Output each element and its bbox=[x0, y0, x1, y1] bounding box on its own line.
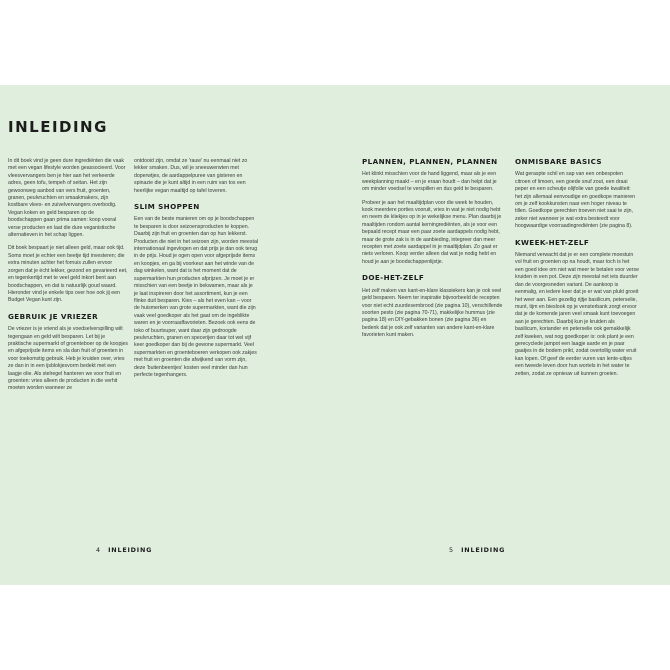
section-heading-gebruik-je-vriezer: GEBRUIK JE VRIEZER bbox=[8, 311, 99, 321]
page-number: 4 bbox=[96, 546, 101, 554]
paragraph: De vriezer is je vriend als je voedselverspilling wilt tegengaan en geld wilt besparen. Let bij je praktische supermarkt of groenteboer op de koopjes en afgeprijsde items en sla dan fruit of groenten in voor toekomstig gebruik. Heb je kruiden over, vries ze dan in in een ijsblokjesvorm bedekt met een laagje olie. Als stelregel hanteren we voor fruit en groenten: vries alleen de producten in die verhit moeten worden wanneer ze bbox=[8, 326, 128, 392]
text-column-3 bbox=[362, 158, 504, 346]
section-heading-slim-shoppen: SLIM SHOPPEN bbox=[134, 202, 200, 212]
paragraph: Probeer je aan het maaltijdplan voor die week te houden, kook meerdere porties vooruit, vries in wat je niet nodig hebt en neem de kliekjes op in je wekelijkse menu. Plan daarbij je maaltijden rondom aantal kerningrediënten, als je voor een bepaald recept maar een paar zoete aardappels nodig hebt, maar de grote zak is in de aanbieding, integreer dan meer recepten met zoete aardappel in je maaltijdplan. Zo gaat er niets verloren. Koop verder alleen dat wat je nodig hebt en houd je aan je boodschappenlijstje. bbox=[362, 199, 502, 265]
running-footer-label: INLEIDING bbox=[461, 546, 506, 554]
section-heading-kweek-het-zelf: KWEEK-HET-ZELF bbox=[515, 237, 590, 247]
paragraph: Dit boek bespaart je niet alleen geld, maar ook tijd. Soms moet je echter een beetje tijd investeren; die extra minuten achter het fornuis zullen ervoor zorgen dat je écht lekker, gezond en gevarieerd eet, en tegenkertijd met te veel geld inkort bent aan boodschappen, en dat is natuurlijk goud waard. Hieronder vind je enkele tips over hoe ook jij een Budget Vegan kunt zijn. bbox=[8, 245, 128, 304]
text-column-2 bbox=[134, 158, 258, 385]
paragraph: Niemand verwacht dat je er een complete moestuin vol fruit en groenten op na houdt, maar toch is het een goed idee om niet wat meer te betalen voor verse kruiden in een pot. Deze zijn meestal net iets duurder dan de voorgesneden variant. De aankoop is eenmalig, en iedere keer dat je er wat van plukt groeit het weer aan. Een gezellig rijtje basilicum, peterselie, munt, tijm en bieslook op je vensterbank zorgt ervoor dat je de komende jaren veel smaak kunt toevoegen aan je gerechten. Daarbij kun je kruiden als basilicum, koriander en peterselie ook gemakkelijk zelf kweken, wat nog goedkoper is: ook plant je een gerecyclede jampot een laagje aarde en je paar gaatjes in de bodem prikt, zodat overtollig water eruit kan lopen. Of geef de eerder vuren van lente-uitjes een tweede leven door hun wortels in het water te zetten, zodat ze opnieuw uit kunnen groeien. bbox=[515, 252, 639, 377]
paragraph: Het klinkt misschien voor de hand liggend, maar als je een weekplanning maakt – en je eraan houdt – dan helpt dat je om minder voedsel te verspillen en dus geld te besparen. bbox=[362, 171, 497, 193]
paragraph: In dit boek vind je geen dure ingrediënten die vaak met een vegan lifestyle worden geassocieerd. Voor vleesvervangers ben je hier aan het verkeerde adres, geen tofu, tempeh of seitan. Het zijn gewoonweg aanbod van vers fruit, groenten, granen, peulvruchten en smaakmakers, zijn kostbare vlees- en zuivelvervangers overbodig. Vegan koken en geld besparen op de boodschappen gaan prima samen: koop vooral verse producten en laat die dure veganistische alternatieven in het schap liggen. bbox=[8, 158, 126, 239]
paragraph: Het zelf maken van kant-en-klare klassiekers kan je ook veel geld besparen. Neem ter inspiratie bijvoorbeeld de recepten voor niet echt zuurdesembrood (zie pagina 10), verschillende soorten pesto (zie pagina 70-71), makkelijke hummus (zie pagina 18) en DIY-gebakken bonen (zie pagina 36) en bedenk dat je ook zelf varianten van andere kant-en-klare favorieten kunt maken. bbox=[362, 287, 503, 339]
text-column-4 bbox=[515, 158, 639, 384]
paragraph: Een van de beste manieren om op je boodschappen te besparen is door seizoensproducten te koppen. Daarbij zijn fruit en groenten dan op hun lekkerst. Producten die niet in het seizoen zijn, worden meestal internationaal ingevlogen en dat prijs je dan ook terug in de prijs. Houd je ogen open voor afgeprijsde items en koopjes, en ga bij voorkeur aan het winde van de dag winkelen, want dat is het moment dat de supermarkten hun producten afprijzen. Je moet je er misschien van een beetje in bekwamen, maar als je je laat inspireren door het assortiment, kun je een flinke duit besparen. Kies – als het even kan – voor de huismerken van grote supermarkten, want die zijn vaak veel goedkoper als het gaat om de ingeblikte waren en je voorraadfavorieten. Bezoek ook eens de toko of buurtsuper, want daar zijn gedroogde peulvruchten, granen en specerijen daar tot wel vijf keer goedkoper dan bij de gewone supermarkt. Veel supermarkten en groenteboeren verkopen ook zakjes met fruit en groenten die afwijkend van vorm zijn, deze 'buitenbeentjes' kosten veel minder dan hun perfecte tegenhangers. bbox=[134, 216, 258, 378]
section-heading-doe-het-zelf: DOE-HET-ZELF bbox=[362, 273, 425, 283]
page-title: INLEIDING bbox=[8, 118, 108, 136]
paragraph: ontdooid zijn, omdat ze 'rauw' nu eenmaal niet zo lekker smaken. Dus, wil je sneeuwerwten met doperwtjes, de aardappelpuree van gisteren en spinazie die je kunt altijd in een ruim van tos een heerlijke vegan maaltijd op tafel toveren. bbox=[134, 158, 248, 194]
section-heading-onmisbare-basics: ONMISBARE BASICS bbox=[515, 157, 602, 166]
paragraph: Wat geraspte schil en sap van een onbespoten citroen of limoen, een goede snuf zout, een draai peper en een scheutje olijfolie van goede kwaliteit: het zijn allemaal eenvoudige en goedkope manieren om je zelf kookkunsten naar een hoger niveau te tillen. Goedkope gerechten troeven niet saai te zijn, zeker niet wanneer je wat extra besteedt voor hoogwaardige voorraadingrediënten (zie pagina 8). bbox=[515, 171, 635, 230]
section-heading-plannen: PLANNEN, PLANNEN, PLANNEN bbox=[362, 157, 498, 166]
page-number: 5 bbox=[449, 546, 454, 554]
running-footer-label: INLEIDING bbox=[108, 546, 153, 554]
text-column-1 bbox=[8, 158, 128, 399]
page-footer-right bbox=[449, 546, 505, 554]
page-footer-left bbox=[96, 546, 152, 554]
